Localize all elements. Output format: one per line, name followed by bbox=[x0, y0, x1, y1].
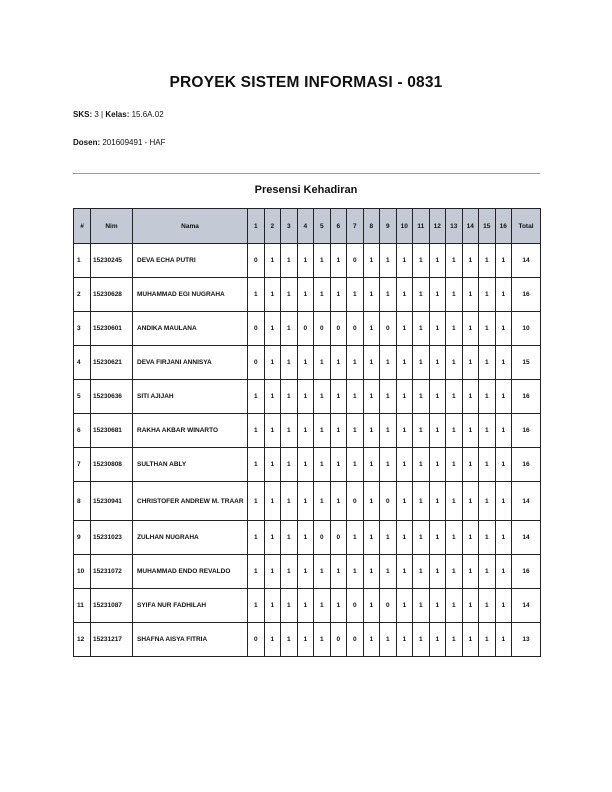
student-nim: 15230681 bbox=[91, 414, 133, 448]
student-nim: 15230636 bbox=[91, 380, 133, 414]
course-meta bbox=[73, 110, 164, 119]
table-row bbox=[74, 623, 541, 657]
attendance-cell: 1 bbox=[413, 555, 430, 589]
attendance-cell: 1 bbox=[396, 521, 413, 555]
column-header: 11 bbox=[413, 209, 430, 244]
attendance-cell: 1 bbox=[264, 244, 281, 278]
attendance-cell: 1 bbox=[446, 278, 463, 312]
attendance-cell: 1 bbox=[396, 380, 413, 414]
attendance-cell: 1 bbox=[479, 589, 496, 623]
meta-separator: | bbox=[101, 110, 104, 119]
attendance-cell: 0 bbox=[314, 312, 331, 346]
attendance-cell: 1 bbox=[380, 414, 397, 448]
attendance-cell: 1 bbox=[347, 414, 364, 448]
attendance-cell: 1 bbox=[347, 346, 364, 380]
attendance-cell: 1 bbox=[248, 589, 265, 623]
attendance-cell: 1 bbox=[380, 380, 397, 414]
attendance-cell: 1 bbox=[462, 278, 479, 312]
row-number: 11 bbox=[74, 589, 91, 623]
attendance-cell: 0 bbox=[347, 482, 364, 521]
attendance-cell: 1 bbox=[264, 346, 281, 380]
column-header: 10 bbox=[396, 209, 413, 244]
attendance-cell: 1 bbox=[281, 482, 298, 521]
student-name: SYIFA NUR FADHILAH bbox=[133, 589, 248, 623]
attendance-cell: 1 bbox=[446, 312, 463, 346]
row-number: 12 bbox=[74, 623, 91, 657]
attendance-cell: 1 bbox=[429, 448, 446, 482]
attendance-cell: 1 bbox=[264, 278, 281, 312]
attendance-cell: 1 bbox=[429, 589, 446, 623]
attendance-cell: 1 bbox=[281, 278, 298, 312]
attendance-cell: 0 bbox=[248, 312, 265, 346]
student-name: MUHAMMAD EGI NUGRAHA bbox=[133, 278, 248, 312]
attendance-cell: 1 bbox=[413, 448, 430, 482]
column-header: Nama bbox=[133, 209, 248, 244]
attendance-cell: 1 bbox=[479, 414, 496, 448]
attendance-cell: 1 bbox=[479, 482, 496, 521]
attendance-cell: 1 bbox=[495, 244, 512, 278]
attendance-cell: 1 bbox=[462, 312, 479, 346]
attendance-cell: 1 bbox=[347, 521, 364, 555]
sks-value: 3 bbox=[94, 110, 99, 119]
attendance-cell: 1 bbox=[446, 555, 463, 589]
attendance-total: 13 bbox=[512, 623, 541, 657]
attendance-cell: 1 bbox=[446, 346, 463, 380]
row-number: 4 bbox=[74, 346, 91, 380]
attendance-cell: 1 bbox=[429, 623, 446, 657]
attendance-cell: 1 bbox=[429, 278, 446, 312]
column-header: 15 bbox=[479, 209, 496, 244]
attendance-cell: 1 bbox=[495, 482, 512, 521]
attendance-cell: 1 bbox=[248, 482, 265, 521]
student-name: SITI AJIJAH bbox=[133, 380, 248, 414]
student-name: ANDIKA MAULANA bbox=[133, 312, 248, 346]
dosen-value: 201609491 - HAF bbox=[102, 138, 166, 147]
attendance-cell: 1 bbox=[479, 244, 496, 278]
attendance-cell: 1 bbox=[479, 623, 496, 657]
attendance-cell: 1 bbox=[396, 555, 413, 589]
lecturer-meta bbox=[73, 138, 166, 147]
attendance-cell: 1 bbox=[462, 380, 479, 414]
attendance-cell: 1 bbox=[281, 346, 298, 380]
row-number: 5 bbox=[74, 380, 91, 414]
attendance-cell: 1 bbox=[314, 380, 331, 414]
attendance-cell: 0 bbox=[297, 312, 314, 346]
attendance-cell: 1 bbox=[429, 521, 446, 555]
attendance-cell: 1 bbox=[330, 589, 347, 623]
attendance-cell: 1 bbox=[363, 521, 380, 555]
attendance-cell: 1 bbox=[380, 448, 397, 482]
attendance-cell: 1 bbox=[495, 346, 512, 380]
attendance-total: 16 bbox=[512, 380, 541, 414]
attendance-cell: 1 bbox=[462, 555, 479, 589]
student-name: MUHAMMAD ENDO REVALDO bbox=[133, 555, 248, 589]
student-nim: 15230621 bbox=[91, 346, 133, 380]
attendance-cell: 1 bbox=[281, 555, 298, 589]
divider bbox=[73, 173, 540, 174]
attendance-cell: 1 bbox=[396, 482, 413, 521]
attendance-cell: 1 bbox=[264, 521, 281, 555]
attendance-cell: 1 bbox=[396, 312, 413, 346]
attendance-cell: 1 bbox=[248, 555, 265, 589]
attendance-cell: 1 bbox=[446, 623, 463, 657]
student-nim: 15231217 bbox=[91, 623, 133, 657]
attendance-cell: 0 bbox=[248, 623, 265, 657]
attendance-total: 16 bbox=[512, 448, 541, 482]
attendance-cell: 1 bbox=[413, 414, 430, 448]
attendance-cell: 1 bbox=[446, 244, 463, 278]
table-row bbox=[74, 244, 541, 278]
attendance-cell: 1 bbox=[446, 380, 463, 414]
attendance-cell: 1 bbox=[429, 414, 446, 448]
attendance-cell: 1 bbox=[479, 448, 496, 482]
attendance-cell: 1 bbox=[495, 448, 512, 482]
attendance-cell: 1 bbox=[297, 482, 314, 521]
attendance-cell: 1 bbox=[363, 555, 380, 589]
attendance-cell: 1 bbox=[264, 589, 281, 623]
attendance-cell: 0 bbox=[380, 589, 397, 623]
attendance-cell: 0 bbox=[347, 589, 364, 623]
column-header: 2 bbox=[264, 209, 281, 244]
row-number: 3 bbox=[74, 312, 91, 346]
student-nim: 15231087 bbox=[91, 589, 133, 623]
attendance-cell: 0 bbox=[314, 521, 331, 555]
attendance-cell: 0 bbox=[330, 312, 347, 346]
attendance-cell: 1 bbox=[297, 346, 314, 380]
attendance-cell: 1 bbox=[264, 380, 281, 414]
attendance-cell: 1 bbox=[264, 555, 281, 589]
attendance-cell: 1 bbox=[413, 244, 430, 278]
attendance-cell: 1 bbox=[462, 346, 479, 380]
attendance-cell: 1 bbox=[380, 555, 397, 589]
attendance-cell: 1 bbox=[281, 589, 298, 623]
attendance-cell: 1 bbox=[363, 448, 380, 482]
attendance-cell: 1 bbox=[380, 244, 397, 278]
attendance-cell: 1 bbox=[281, 380, 298, 414]
attendance-cell: 1 bbox=[413, 623, 430, 657]
attendance-cell: 1 bbox=[281, 623, 298, 657]
attendance-total: 14 bbox=[512, 482, 541, 521]
attendance-cell: 1 bbox=[479, 346, 496, 380]
attendance-cell: 1 bbox=[462, 521, 479, 555]
column-header: Total bbox=[512, 209, 541, 244]
dosen-label: Dosen: bbox=[73, 138, 101, 147]
attendance-cell: 1 bbox=[396, 346, 413, 380]
attendance-cell: 1 bbox=[281, 244, 298, 278]
attendance-cell: 1 bbox=[314, 346, 331, 380]
attendance-cell: 1 bbox=[314, 448, 331, 482]
attendance-cell: 1 bbox=[314, 589, 331, 623]
attendance-cell: 1 bbox=[363, 589, 380, 623]
attendance-cell: 1 bbox=[297, 555, 314, 589]
attendance-cell: 1 bbox=[248, 414, 265, 448]
attendance-cell: 1 bbox=[495, 589, 512, 623]
attendance-cell: 1 bbox=[429, 555, 446, 589]
attendance-cell: 1 bbox=[363, 312, 380, 346]
student-name: DEVA ECHA PUTRI bbox=[133, 244, 248, 278]
attendance-cell: 1 bbox=[396, 448, 413, 482]
table-row bbox=[74, 380, 541, 414]
attendance-cell: 1 bbox=[495, 380, 512, 414]
attendance-cell: 1 bbox=[413, 521, 430, 555]
column-header: 13 bbox=[446, 209, 463, 244]
attendance-cell: 1 bbox=[413, 346, 430, 380]
attendance-cell: 1 bbox=[413, 380, 430, 414]
student-name: ZULHAN NUGRAHA bbox=[133, 521, 248, 555]
attendance-cell: 1 bbox=[396, 623, 413, 657]
student-nim: 15230245 bbox=[91, 244, 133, 278]
attendance-cell: 1 bbox=[248, 521, 265, 555]
attendance-cell: 1 bbox=[330, 380, 347, 414]
table-row bbox=[74, 448, 541, 482]
attendance-cell: 1 bbox=[495, 414, 512, 448]
attendance-cell: 1 bbox=[363, 346, 380, 380]
attendance-cell: 1 bbox=[297, 448, 314, 482]
attendance-cell: 1 bbox=[264, 448, 281, 482]
attendance-cell: 1 bbox=[297, 380, 314, 414]
column-header: # bbox=[74, 209, 91, 244]
attendance-total: 15 bbox=[512, 346, 541, 380]
column-header: 8 bbox=[363, 209, 380, 244]
attendance-cell: 1 bbox=[330, 278, 347, 312]
student-name: SHAFNA AISYA FITRIA bbox=[133, 623, 248, 657]
kelas-value: 15.6A.02 bbox=[131, 110, 164, 119]
attendance-cell: 1 bbox=[413, 482, 430, 521]
section-title: Presensi Kehadiran bbox=[254, 184, 358, 196]
attendance-cell: 1 bbox=[462, 482, 479, 521]
attendance-cell: 1 bbox=[495, 278, 512, 312]
kelas-label: Kelas: bbox=[105, 110, 130, 119]
attendance-cell: 1 bbox=[396, 278, 413, 312]
attendance-cell: 0 bbox=[380, 312, 397, 346]
table-row bbox=[74, 521, 541, 555]
student-nim: 15230601 bbox=[91, 312, 133, 346]
attendance-cell: 1 bbox=[479, 312, 496, 346]
attendance-cell: 1 bbox=[330, 555, 347, 589]
attendance-total: 14 bbox=[512, 589, 541, 623]
student-name: RAKHA AKBAR WINARTO bbox=[133, 414, 248, 448]
attendance-cell: 1 bbox=[413, 312, 430, 346]
attendance-cell: 1 bbox=[281, 414, 298, 448]
student-name: CHRISTOFER ANDREW M. TRAAR bbox=[133, 482, 248, 521]
attendance-cell: 1 bbox=[396, 414, 413, 448]
attendance-cell: 1 bbox=[363, 414, 380, 448]
attendance-cell: 1 bbox=[479, 380, 496, 414]
attendance-cell: 1 bbox=[446, 521, 463, 555]
column-header: 7 bbox=[347, 209, 364, 244]
attendance-cell: 1 bbox=[446, 589, 463, 623]
attendance-cell: 1 bbox=[347, 380, 364, 414]
table-row bbox=[74, 589, 541, 623]
table-row bbox=[74, 414, 541, 448]
attendance-total: 16 bbox=[512, 278, 541, 312]
attendance-cell: 1 bbox=[363, 278, 380, 312]
student-nim: 15230941 bbox=[91, 482, 133, 521]
column-header: 16 bbox=[495, 209, 512, 244]
row-number: 8 bbox=[74, 482, 91, 521]
attendance-cell: 1 bbox=[429, 312, 446, 346]
attendance-cell: 1 bbox=[314, 555, 331, 589]
attendance-cell: 1 bbox=[281, 448, 298, 482]
attendance-cell: 1 bbox=[297, 244, 314, 278]
attendance-table bbox=[73, 208, 541, 657]
table-row bbox=[74, 346, 541, 380]
attendance-cell: 1 bbox=[462, 623, 479, 657]
table-header-row bbox=[74, 209, 541, 244]
student-name: SULTHAN ABLY bbox=[133, 448, 248, 482]
attendance-total: 14 bbox=[512, 521, 541, 555]
attendance-cell: 1 bbox=[347, 278, 364, 312]
attendance-cell: 0 bbox=[347, 312, 364, 346]
attendance-cell: 0 bbox=[347, 244, 364, 278]
attendance-cell: 1 bbox=[248, 278, 265, 312]
attendance-cell: 1 bbox=[264, 312, 281, 346]
attendance-cell: 1 bbox=[396, 589, 413, 623]
attendance-cell: 1 bbox=[495, 521, 512, 555]
student-nim: 15230808 bbox=[91, 448, 133, 482]
attendance-cell: 1 bbox=[462, 589, 479, 623]
attendance-cell: 1 bbox=[462, 244, 479, 278]
attendance-total: 10 bbox=[512, 312, 541, 346]
attendance-cell: 0 bbox=[330, 521, 347, 555]
row-number: 7 bbox=[74, 448, 91, 482]
student-nim: 15231072 bbox=[91, 555, 133, 589]
attendance-cell: 0 bbox=[380, 482, 397, 521]
attendance-cell: 0 bbox=[330, 623, 347, 657]
attendance-cell: 0 bbox=[347, 623, 364, 657]
attendance-cell: 1 bbox=[413, 278, 430, 312]
attendance-cell: 1 bbox=[264, 482, 281, 521]
attendance-cell: 1 bbox=[495, 312, 512, 346]
attendance-total: 14 bbox=[512, 244, 541, 278]
attendance-cell: 1 bbox=[314, 244, 331, 278]
attendance-cell: 1 bbox=[429, 482, 446, 521]
attendance-cell: 1 bbox=[380, 521, 397, 555]
attendance-cell: 1 bbox=[413, 589, 430, 623]
sks-label: SKS: bbox=[73, 110, 93, 119]
attendance-cell: 1 bbox=[248, 448, 265, 482]
attendance-cell: 1 bbox=[297, 589, 314, 623]
attendance-cell: 1 bbox=[281, 312, 298, 346]
column-header: 12 bbox=[429, 209, 446, 244]
attendance-cell: 1 bbox=[297, 414, 314, 448]
attendance-cell: 1 bbox=[429, 244, 446, 278]
attendance-cell: 1 bbox=[330, 448, 347, 482]
row-number: 2 bbox=[74, 278, 91, 312]
attendance-cell: 1 bbox=[363, 623, 380, 657]
table-row bbox=[74, 482, 541, 521]
attendance-cell: 1 bbox=[462, 448, 479, 482]
column-header: Nim bbox=[91, 209, 133, 244]
student-name: DEVA FIRJANI ANNISYA bbox=[133, 346, 248, 380]
attendance-cell: 1 bbox=[330, 244, 347, 278]
attendance-cell: 1 bbox=[495, 555, 512, 589]
attendance-cell: 1 bbox=[429, 380, 446, 414]
table-row bbox=[74, 555, 541, 589]
attendance-cell: 1 bbox=[429, 346, 446, 380]
attendance-cell: 1 bbox=[446, 482, 463, 521]
page-title: PROYEK SISTEM INFORMASI - 0831 bbox=[169, 74, 443, 91]
attendance-cell: 1 bbox=[363, 380, 380, 414]
column-header: 6 bbox=[330, 209, 347, 244]
student-nim: 15231023 bbox=[91, 521, 133, 555]
attendance-cell: 1 bbox=[347, 448, 364, 482]
column-header: 3 bbox=[281, 209, 298, 244]
column-header: 5 bbox=[314, 209, 331, 244]
attendance-cell: 1 bbox=[380, 623, 397, 657]
row-number: 9 bbox=[74, 521, 91, 555]
attendance-cell: 1 bbox=[330, 414, 347, 448]
attendance-cell: 1 bbox=[248, 380, 265, 414]
attendance-cell: 0 bbox=[248, 244, 265, 278]
attendance-cell: 1 bbox=[264, 414, 281, 448]
attendance-total: 16 bbox=[512, 414, 541, 448]
attendance-cell: 1 bbox=[479, 521, 496, 555]
attendance-cell: 1 bbox=[479, 278, 496, 312]
row-number: 1 bbox=[74, 244, 91, 278]
attendance-cell: 1 bbox=[264, 623, 281, 657]
attendance-cell: 1 bbox=[297, 278, 314, 312]
attendance-cell: 1 bbox=[297, 623, 314, 657]
attendance-cell: 1 bbox=[314, 414, 331, 448]
attendance-cell: 0 bbox=[248, 346, 265, 380]
attendance-total: 16 bbox=[512, 555, 541, 589]
attendance-cell: 1 bbox=[314, 278, 331, 312]
attendance-cell: 1 bbox=[446, 448, 463, 482]
attendance-cell: 1 bbox=[330, 346, 347, 380]
table-row bbox=[74, 312, 541, 346]
column-header: 4 bbox=[297, 209, 314, 244]
attendance-cell: 1 bbox=[462, 414, 479, 448]
column-header: 14 bbox=[462, 209, 479, 244]
attendance-cell: 1 bbox=[495, 623, 512, 657]
attendance-cell: 1 bbox=[396, 244, 413, 278]
attendance-cell: 1 bbox=[281, 521, 298, 555]
attendance-cell: 1 bbox=[363, 482, 380, 521]
attendance-cell: 1 bbox=[347, 555, 364, 589]
column-header: 9 bbox=[380, 209, 397, 244]
attendance-cell: 1 bbox=[297, 521, 314, 555]
attendance-cell: 1 bbox=[479, 555, 496, 589]
attendance-cell: 1 bbox=[330, 482, 347, 521]
column-header: 1 bbox=[248, 209, 265, 244]
row-number: 10 bbox=[74, 555, 91, 589]
table-row bbox=[74, 278, 541, 312]
attendance-cell: 1 bbox=[446, 414, 463, 448]
attendance-cell: 1 bbox=[380, 278, 397, 312]
row-number: 6 bbox=[74, 414, 91, 448]
student-nim: 15230628 bbox=[91, 278, 133, 312]
attendance-cell: 1 bbox=[363, 244, 380, 278]
attendance-cell: 1 bbox=[314, 482, 331, 521]
attendance-cell: 1 bbox=[380, 346, 397, 380]
attendance-cell: 1 bbox=[314, 623, 331, 657]
